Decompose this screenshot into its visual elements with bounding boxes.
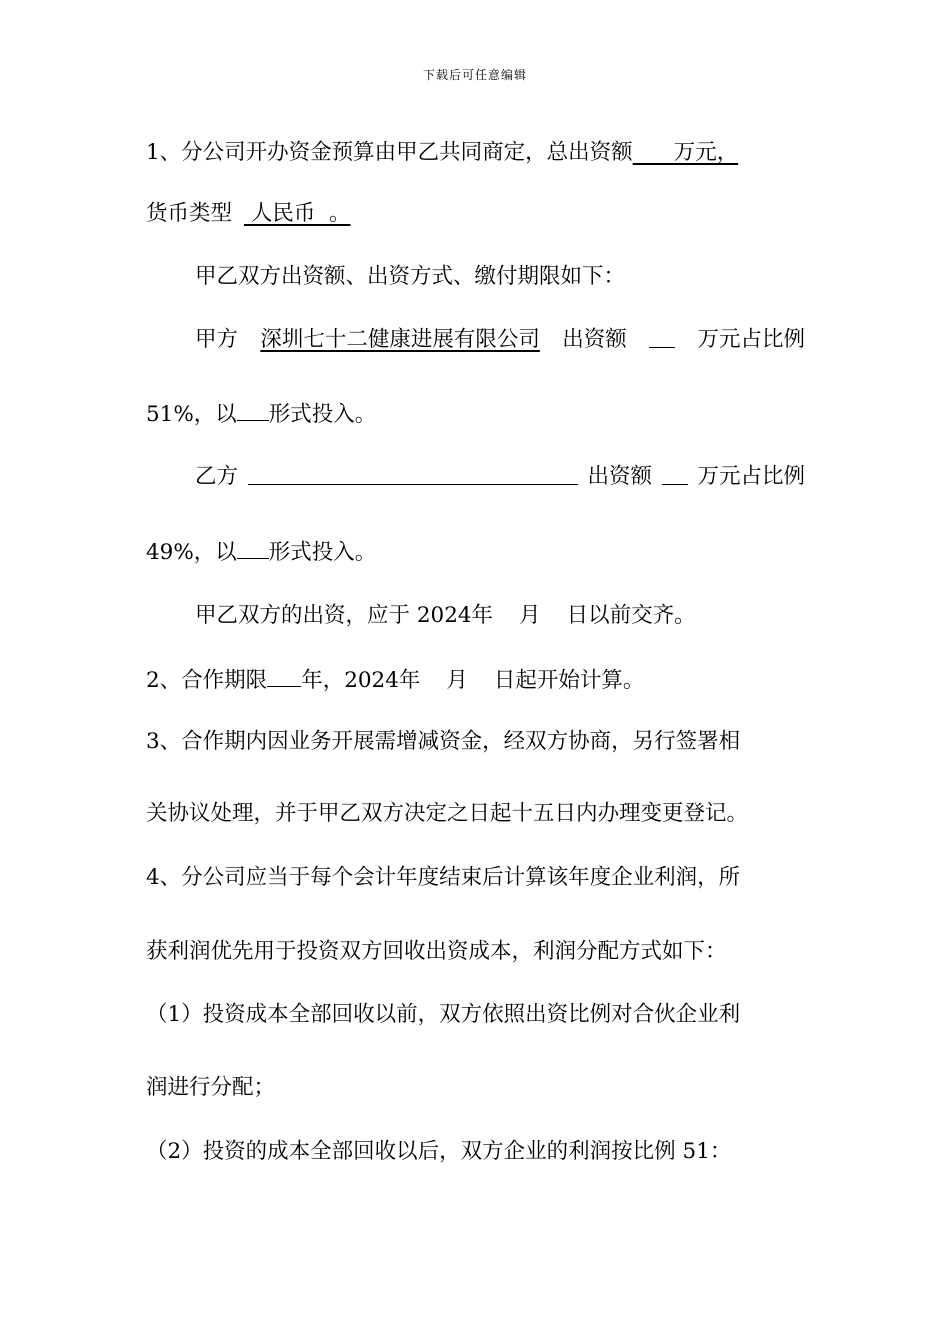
payment-deadline-line: [195, 601, 696, 631]
party-a-label: 甲方: [195, 327, 239, 352]
payment-day-text: 日以前交齐。: [566, 603, 696, 628]
clause-1-text: 1、分公司开办资金预算由甲乙共同商定，总出资额: [146, 140, 633, 165]
party-b-form-blank: [237, 536, 269, 559]
party-a-company: 深圳七十二健康进展有限公司: [260, 327, 540, 352]
clause-4-line-1: 4、分公司应当于每个会计年度结束后计算该年度企业利润，所: [146, 865, 741, 890]
term-month-text: 月: [446, 668, 468, 693]
party-a-ratio-line: [146, 398, 376, 430]
party-b-label: 乙方: [195, 464, 239, 489]
clause-2-line: [146, 664, 644, 696]
party-a-form-blank: [237, 398, 269, 421]
party-a-form-text: 形式投入。: [268, 402, 377, 427]
clause-3-line-2: 关协议处理，并于甲乙双方决定之日起十五日内办理变更登记。: [146, 801, 749, 826]
party-b-ratio-text: 49%，以: [146, 540, 237, 565]
term-label: 2、合作期限: [146, 668, 268, 693]
clause-4-item-1-line-2: 润进行分配；: [146, 1075, 276, 1100]
clause-3-line-1: 3、合作期内因业务开展需增减资金，经双方协商，另行签署相: [146, 729, 741, 754]
party-b-form-text: 形式投入。: [268, 540, 377, 565]
term-day-text: 日起开始计算。: [493, 668, 645, 693]
party-b-name-blank: [248, 462, 578, 485]
party-b-ratio-label: 万元占比例: [697, 464, 805, 489]
clause-4-line-2: 获利润优先用于投资双方回收出资成本，利润分配方式如下：: [146, 939, 727, 964]
term-years-blank: [267, 664, 301, 687]
party-b-amount-label: 出资额: [587, 464, 652, 489]
party-a-amount-label: 出资额: [562, 327, 627, 352]
clause-4-item-2-line-1: （2）投资的成本全部回收以后，双方企业的利润按比例 51：: [146, 1139, 732, 1164]
contribution-intro: 甲乙双方出资额、出资方式、缴付期限如下：: [195, 264, 626, 289]
clause-4-item-1-line-1: （1）投资成本全部回收以前，双方依照出资比例对合伙企业利: [146, 1002, 741, 1027]
payment-year-text: 甲乙双方的出资，应于 2024年: [195, 603, 494, 628]
total-capital-blank: 万元，: [632, 140, 739, 165]
party-a-line: [195, 325, 805, 355]
party-b-amount-blank: [662, 462, 688, 485]
currency-label: 货币类型: [146, 201, 233, 226]
payment-month-text: 月: [519, 603, 541, 628]
party-b-line: [195, 462, 805, 492]
party-b-ratio-line: [146, 536, 376, 568]
party-a-ratio-text: 51%，以: [146, 402, 237, 427]
clause-1-line-2: [146, 199, 351, 229]
page-header: 下载后可任意编辑: [422, 68, 527, 82]
currency-value: 人民币 。: [244, 201, 351, 226]
clause-1-line-1: [146, 138, 738, 168]
party-a-amount-blank: [649, 325, 675, 348]
term-year-text: 年，2024年: [301, 668, 421, 693]
party-a-ratio-label: 万元占比例: [697, 327, 805, 352]
